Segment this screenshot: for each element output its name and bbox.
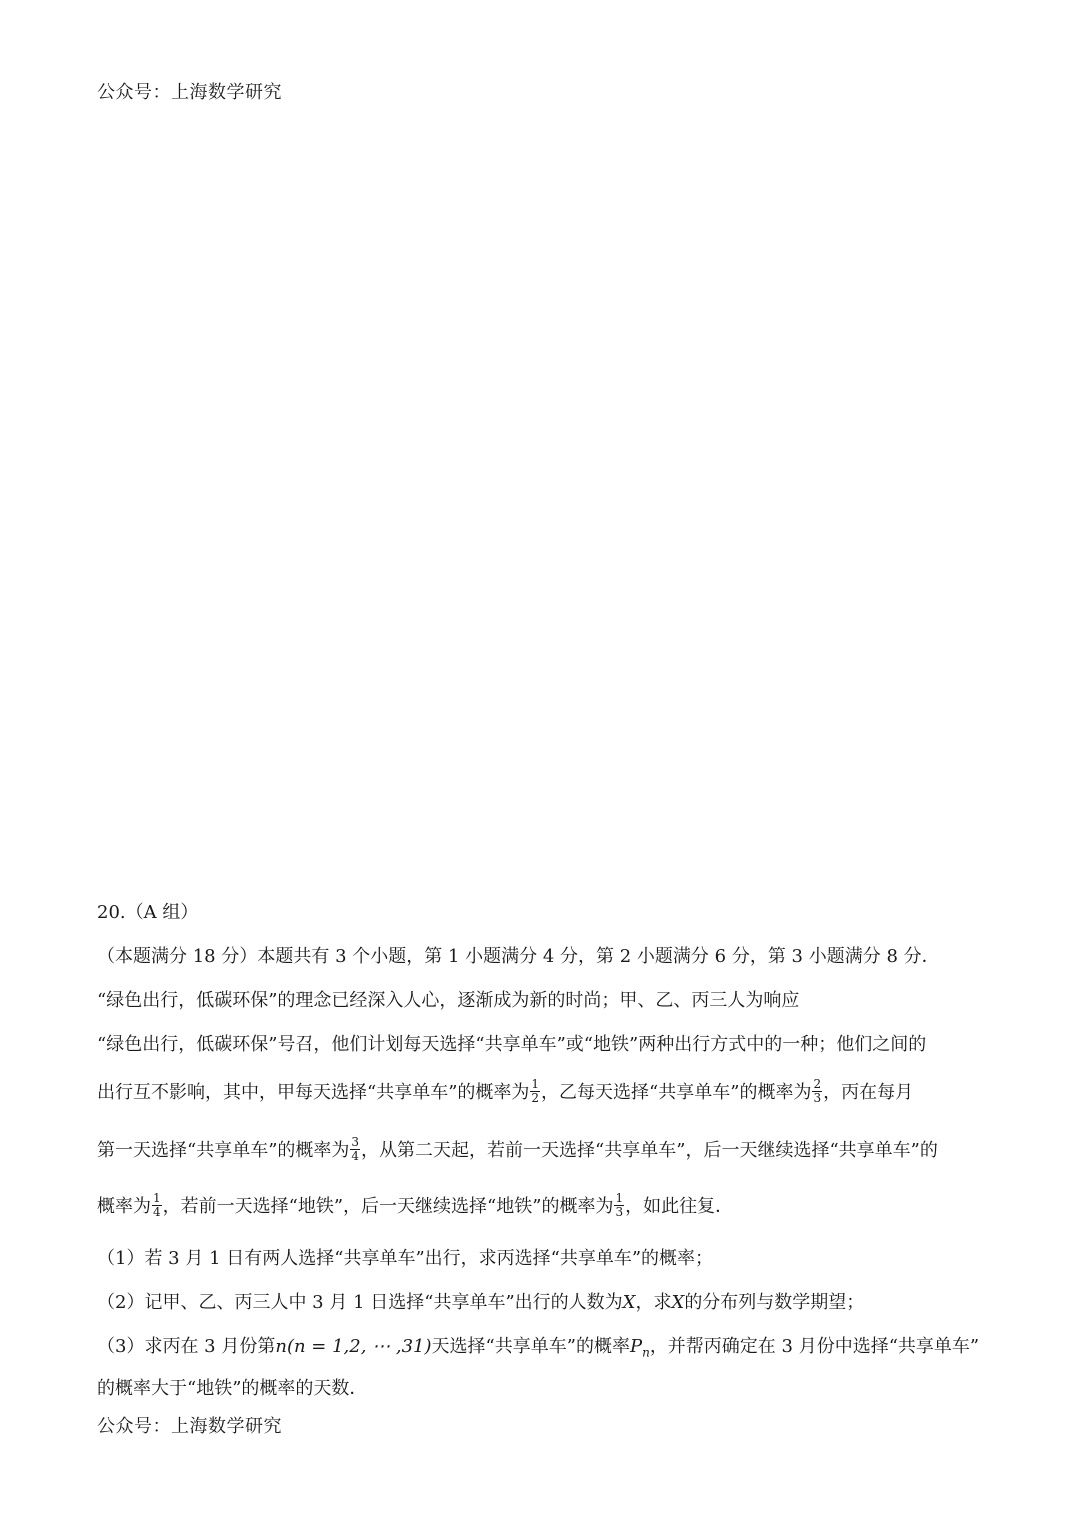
variable-pn: $P_n$ [629, 1336, 650, 1360]
part-1: （1）若 3 月 1 日有两人选择“共享单车”出行，求丙选择“共享单车”的概率； [97, 1248, 714, 1269]
fraction-one-third: $\frac{1}{3}$ [615, 1190, 624, 1219]
fraction-one-half: $\frac{1}{2}$ [531, 1076, 540, 1105]
problem-line-5 [97, 1192, 733, 1221]
part-3-continued: 的概率大于“地铁”的概率的天数． [97, 1378, 368, 1399]
variable-x: X [671, 1292, 685, 1313]
problem-line-4 [97, 1136, 938, 1165]
page-footer: 公众号：上海数学研究 [97, 1416, 282, 1437]
problem-line-3 [97, 1078, 913, 1107]
text-segment: （2）记甲、乙、丙三人中 3 月 1 日选择“共享单车”出行的人数为 [97, 1292, 623, 1313]
variable-x: X [622, 1292, 636, 1313]
fraction-two-thirds: $\frac{2}{3}$ [813, 1076, 822, 1105]
text-segment: ，如此往复． [625, 1196, 734, 1217]
part-3 [97, 1332, 979, 1360]
problem-line-1: “绿色出行，低碳环保”的理念已经深入人心，逐渐成为新的时尚；甲、乙、丙三人为响应 [97, 990, 800, 1011]
scoring-note: （本题满分 18 分）本题共有 3 个小题，第 1 小题满分 4 分，第 2 小题满分 6 分，第 3 小题满分 8 分． [97, 946, 940, 967]
text-segment: ，求 [635, 1292, 672, 1313]
text-segment: ，丙在每月 [823, 1082, 914, 1103]
text-segment: ，从第二天起，若前一天选择“共享单车”，后一天继续选择“共享单车”的 [361, 1140, 938, 1161]
problem-line-2: “绿色出行，低碳环保”号召，他们计划每天选择“共享单车”或“地铁”两种出行方式中的一种；他们之间的 [97, 1034, 927, 1055]
text-segment: ，乙每天选择“共享单车”的概率为 [541, 1082, 812, 1103]
fraction-three-quarters: $\frac{3}{4}$ [351, 1134, 360, 1163]
text-segment: ，若前一天选择“地铁”，后一天继续选择“地铁”的概率为 [162, 1196, 614, 1217]
text-segment: 第一天选择“共享单车”的概率为 [97, 1140, 350, 1161]
text-segment: ，并帮丙确定在 3 月份中选择“共享单车” [649, 1336, 980, 1357]
text-segment: 的分布列与数学期望； [684, 1292, 865, 1313]
text-segment: 概率为 [97, 1196, 151, 1217]
question-number: 20.（A 组） [97, 902, 199, 923]
text-segment: 出行互不影响，其中，甲每天选择“共享单车”的概率为 [97, 1082, 530, 1103]
math-n-range: n(n = 1,2, ⋯ ,31) [275, 1336, 432, 1357]
page-header: 公众号：上海数学研究 [97, 82, 282, 103]
text-segment: （3）求丙在 3 月份第 [97, 1336, 276, 1357]
part-2 [97, 1288, 864, 1314]
fraction-one-quarter: $\frac{1}{4}$ [153, 1190, 161, 1219]
text-segment: 天选择“共享单车”的概率 [431, 1336, 630, 1357]
